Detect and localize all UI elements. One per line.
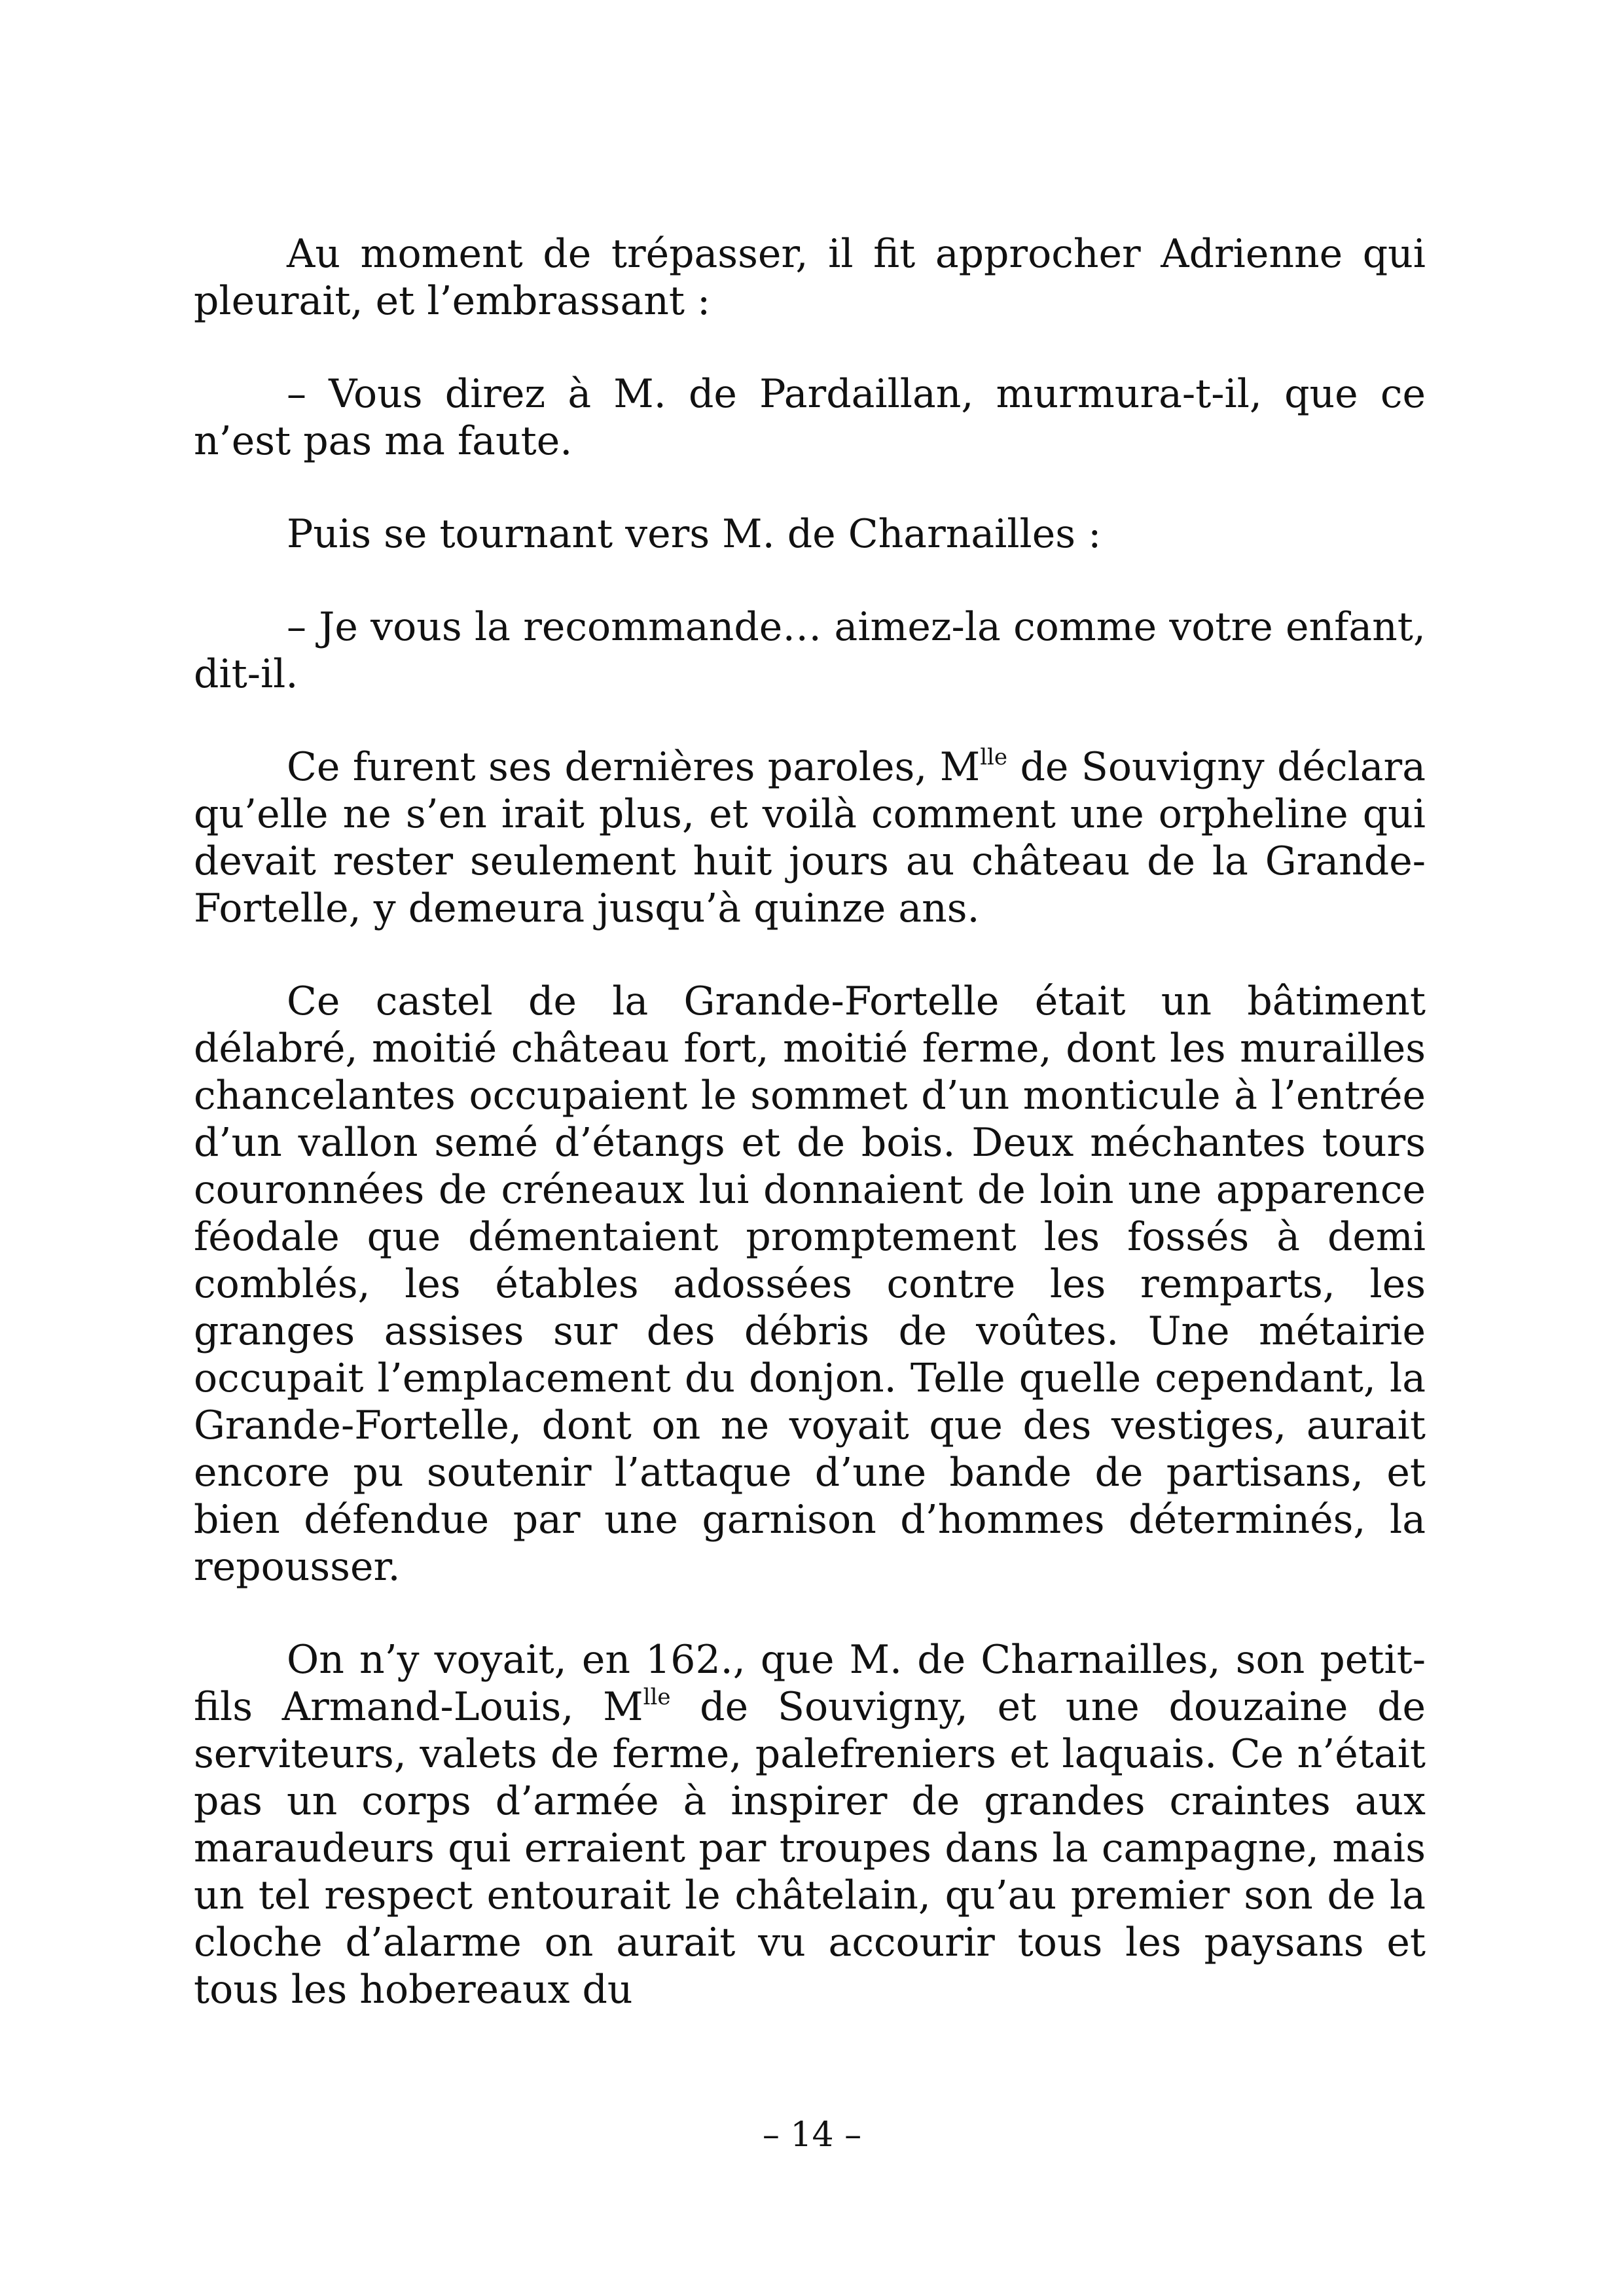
paragraph-3: Puis se tournant vers M. de Charnailles : <box>287 511 1102 557</box>
paragraph-2: – Vous direz à M. de Pardaillan, murmura-t-il, que ce n’est pas ma faute. <box>194 371 1426 464</box>
paragraph-7 <box>194 1636 1426 2013</box>
paragraph-7-start: On n’y voyait, en 162., que M. de Charnailles, son petit-fils Armand-Louis, M <box>194 1637 1426 1730</box>
paragraph-5-start: Ce furent ses dernières paroles, M <box>287 744 981 790</box>
superscript-lle: lle <box>643 1684 671 1710</box>
paragraph-4: – Je vous la recommande… aimez-la comme votre enfant, dit-il. <box>194 604 1426 697</box>
paragraph-6: Ce castel de la Grande-Fortelle était un bâtiment délabré, moitié château fort, moitié ferme, dont les murailles chancelantes occupaient le sommet d’un monticule à l’entrée d’un vallon semé d’étangs et de bois. Deux méchantes tours couronnées de créneaux lui donnaient de loin une apparence féodale que démentaient promptement les fossés à demi comblés, les étables adossées contre les remparts, les granges assises sur des débris de voûtes. Une métairie occupait l’emplacement du donjon. Telle quelle cependant, la Grande-Fortelle, dont on ne voyait que des vestiges, aurait encore pu soutenir l’attaque d’une bande de partisans, et bien défendue par une garnison d’hommes déterminés, la repousser. <box>194 978 1426 1590</box>
paragraph-1: Au moment de trépasser, il fit approcher Adrienne qui pleurait, et l’embrassant : <box>194 231 1426 324</box>
paragraph-5 <box>194 744 1426 932</box>
page-body <box>194 230 1426 2013</box>
paragraph-7-end: de Souvigny, et une douzaine de serviteurs, valets de ferme, palefreniers et laquais. Ce n’était pas un corps d’armée à inspirer de grandes craintes aux maraudeurs qui erraient par troupes dans la campagne, mais un tel respect entourait le châtelain, qu’au premier son de la cloche d’alarme on aurait vu accourir tous les paysans et tous les hobereaux du <box>194 1684 1426 2013</box>
superscript-lle: lle <box>980 744 1008 770</box>
paragraph-5-end: de Souvigny déclara qu’elle ne s’en irait plus, et voilà comment une orpheline qui devait rester seulement huit jours au château de la Grande-Fortelle, y demeura jusqu’à quinze ans. <box>194 744 1426 931</box>
page-number: – 14 – <box>762 2115 862 2155</box>
